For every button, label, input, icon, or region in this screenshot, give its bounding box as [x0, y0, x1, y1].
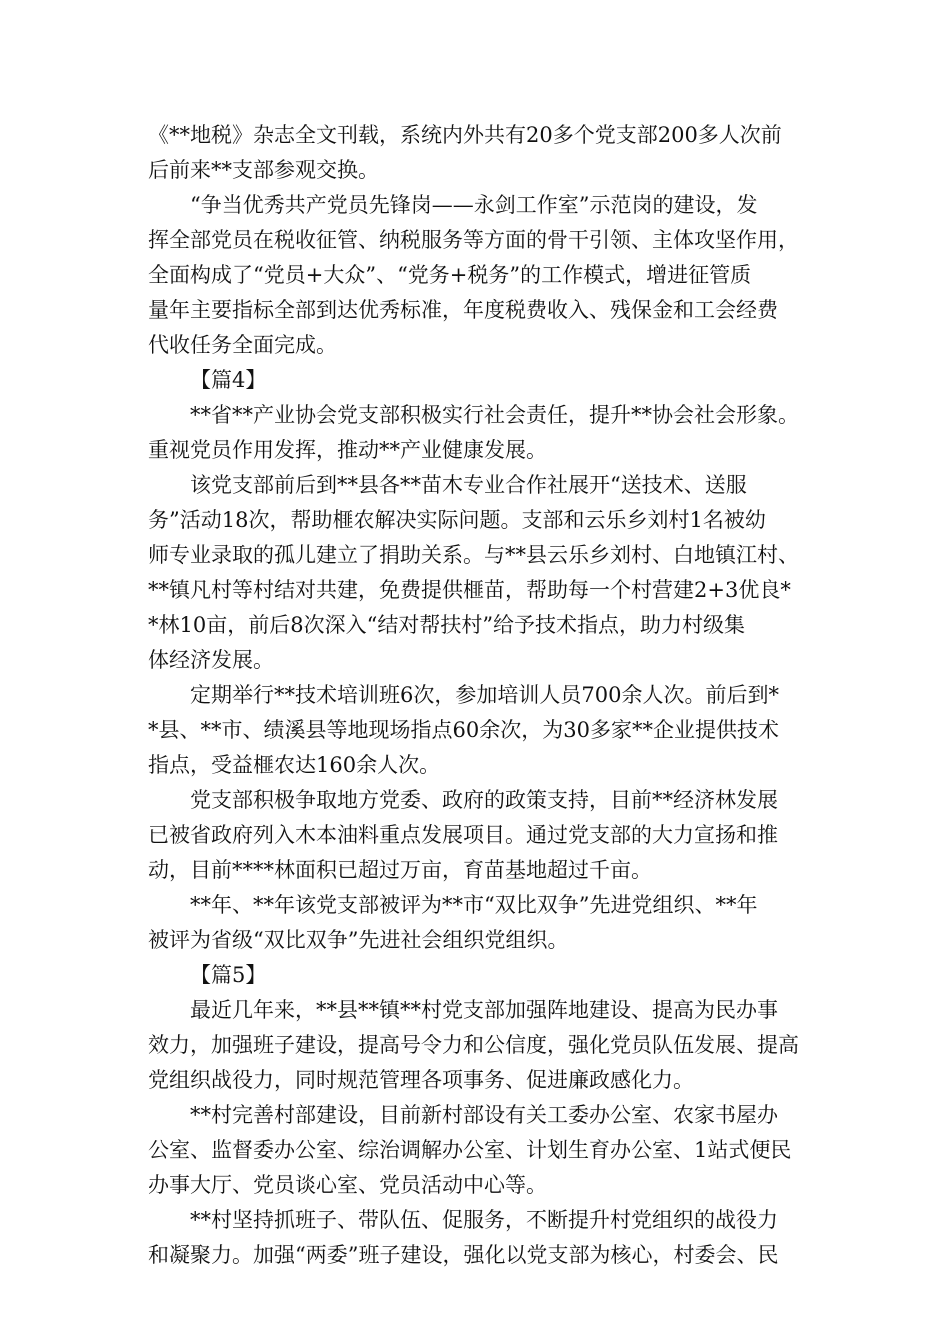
text-line: *林10亩，前后8次深入“结对帮扶村”给予技术指点，助力村级集	[148, 613, 746, 637]
text-line: 代收任务全面完成。	[148, 333, 337, 357]
paragraph-start: **村完善村部建设，目前新村部设有关工委办公室、农家书屋办	[190, 1103, 778, 1127]
paragraph-start: 党支部积极争取地方党委、政府的政策支持，目前**经济林发展	[190, 788, 778, 812]
text-line: 后前来**支部参观交换。	[148, 158, 379, 182]
section-heading: 【篇4】	[190, 368, 267, 392]
paragraph-start: 该党支部前后到**县各**苗木专业合作社展开“送技术、送服	[190, 473, 747, 497]
document-body	[148, 118, 812, 1273]
paragraph-start: 定期举行**技术培训班6次，参加培训人员700余人次。前后到*	[190, 683, 779, 707]
text-line: 全面构成了“党员+大众”、“党务+税务”的工作模式，增进征管质	[148, 263, 752, 287]
text-line: 办事大厅、党员谈心室、党员活动中心等。	[148, 1173, 547, 1197]
text-line: 动，目前****林面积已超过万亩，育苗基地超过千亩。	[148, 858, 652, 882]
text-line: 重视党员作用发挥，推动**产业健康发展。	[148, 438, 547, 462]
paragraph-start: **村坚持抓班子、带队伍、促服务，不断提升村党组织的战役力	[190, 1208, 778, 1232]
text-line: 被评为省级“双比双争”先进社会组织党组织。	[148, 928, 569, 952]
text-line: 挥全部党员在税收征管、纳税服务等方面的骨干引领、主体攻坚作用，	[148, 228, 799, 252]
text-line: 党组织战役力，同时规范管理各项事务、促进廉政感化力。	[148, 1068, 694, 1092]
text-line: 务”活动18次，帮助榧农解决实际问题。支部和云乐乡刘村1名被幼	[148, 508, 766, 532]
text-line: **镇凡村等村结对共建，免费提供榧苗，帮助每一个村营建2+3优良*	[148, 578, 791, 602]
section-heading: 【篇5】	[190, 963, 267, 987]
text-line: 指点，受益榧农达160余人次。	[148, 753, 441, 777]
text-line: 公室、监督委办公室、综治调解办公室、计划生育办公室、1站式便民	[148, 1138, 792, 1162]
text-line: *县、**市、绩溪县等地现场指点60余次，为30多家**企业提供技术	[148, 718, 779, 742]
paragraph-start: **年、**年该党支部被评为**市“双比双争”先进党组织、**年	[190, 893, 758, 917]
text-line: 师专业录取的孤儿建立了捐助关系。与**县云乐乡刘村、白地镇江村、	[148, 543, 799, 567]
text-line: 量年主要指标全部到达优秀标准，年度税费收入、残保金和工会经费	[148, 298, 778, 322]
text-line: 已被省政府列入木本油料重点发展项目。通过党支部的大力宣扬和推	[148, 823, 778, 847]
text-line: 体经济发展。	[148, 648, 274, 672]
text-line: 和凝聚力。加强“两委”班子建设，强化以党支部为核心，村委会、民	[148, 1243, 779, 1267]
paragraph-start: **省**产业协会党支部积极实行社会责任，提升**协会社会形象。	[190, 403, 799, 427]
text-line: 《**地税》杂志全文刊载，系统内外共有20多个党支部200多人次前	[148, 123, 782, 147]
paragraph-start: “争当优秀共产党员先锋岗——永剑工作室”示范岗的建设，发	[190, 193, 758, 217]
paragraph-start: 最近几年来，**县**镇**村党支部加强阵地建设、提高为民办事	[190, 998, 778, 1022]
text-line: 效力，加强班子建设，提高号令力和公信度，强化党员队伍发展、提高	[148, 1033, 799, 1057]
